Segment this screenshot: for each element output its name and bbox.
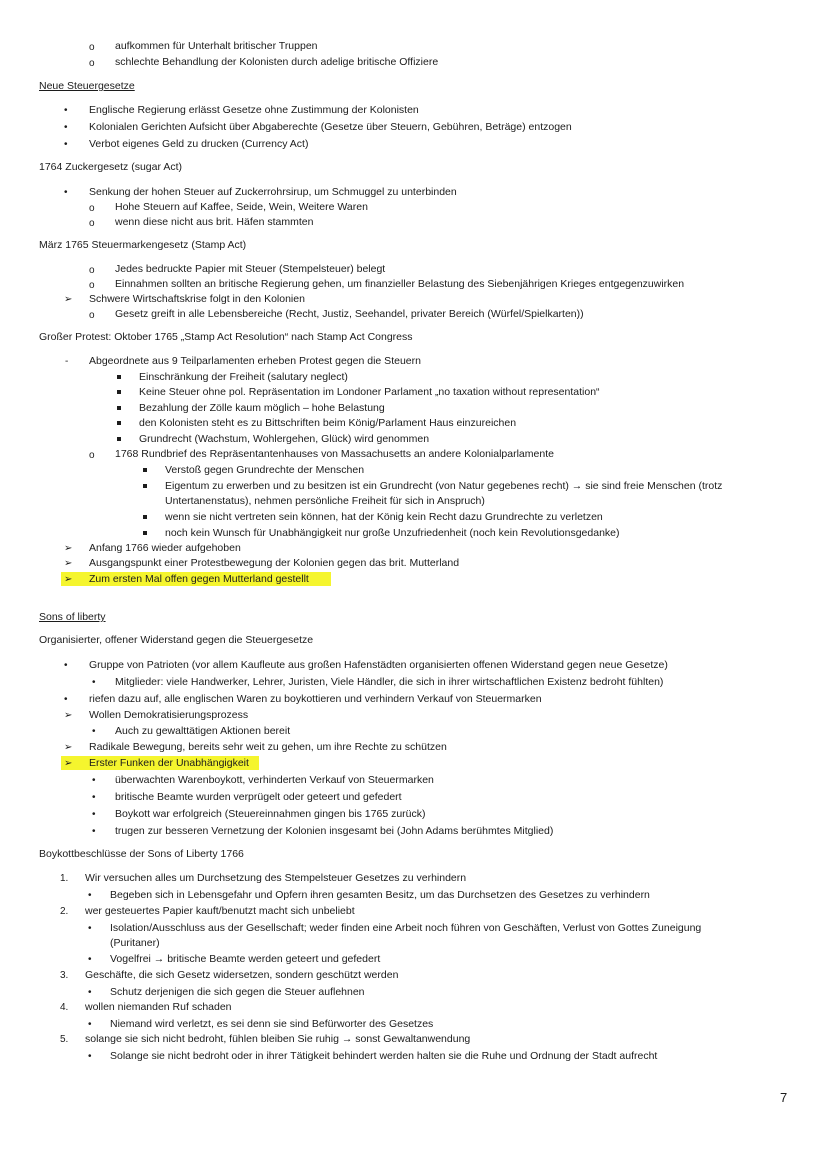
square-bullet xyxy=(117,406,121,410)
list-item: Boykott war erfolgreich (Steuereinnahmen gingen bis 1765 zurück) xyxy=(115,808,426,820)
arrow-marker: ➢ xyxy=(64,710,73,721)
list-item: riefen dazu auf, alle englischen Waren zu boykottieren und verhindern Verkauf von Steuermarken xyxy=(89,693,542,705)
list-item: Gesetz greift in alle Lebensbereiche (Recht, Justiz, Seehandel, privater Bereich (Würfel/Spielkarten)) xyxy=(115,308,584,320)
list-item: Solange sie nicht bedroht oder in ihrer Tätigkeit behindert werden halten sie die Ruhe und Ordnung der Stadt aufrecht xyxy=(110,1050,658,1062)
highlighted-item: Erster Funken der Unabhängigkeit xyxy=(89,757,249,769)
bullet-marker: o xyxy=(89,310,95,321)
list-item: Eigentum zu erwerben und zu besitzen ist ein Grundrecht (von Natur gegebenes recht) → sie sind freie Menschen (trotz xyxy=(165,480,723,492)
bullet-marker: o xyxy=(89,265,95,276)
list-item: Kolonialen Gerichten Aufsicht über Abgaberechte (Gesetze über Steuern, Gebühren, Beträge) entzogen xyxy=(89,121,572,133)
bullet-marker: • xyxy=(88,923,92,934)
list-item: Senkung der hohen Steuer auf Zuckerrohrsirup, um Schmuggel zu unterbinden xyxy=(89,186,457,198)
number-marker: 2. xyxy=(60,906,69,917)
square-bullet xyxy=(143,531,147,535)
list-item: Verstoß gegen Grundrechte der Menschen xyxy=(165,464,365,476)
arrow-marker: ➢ xyxy=(64,294,73,305)
bullet-marker: • xyxy=(92,677,96,688)
bullet-marker: • xyxy=(92,809,96,820)
square-bullet xyxy=(143,515,147,519)
list-item: Jedes bedruckte Papier mit Steuer (Stempelsteuer) belegt xyxy=(115,263,386,275)
section-heading: März 1765 Steuermarkengesetz (Stamp Act) xyxy=(39,239,247,251)
list-item: wollen niemanden Ruf schaden xyxy=(85,1001,232,1013)
list-item: britische Beamte wurden verprügelt oder geteert und gefedert xyxy=(115,791,402,803)
list-item: noch kein Wunsch für Unabhängigkeit nur große Unzufriedenheit (noch kein Revolutionsgedanke) xyxy=(165,527,620,539)
list-item: Hohe Steuern auf Kaffee, Seide, Wein, Weitere Waren xyxy=(115,201,368,213)
list-item: Abgeordnete aus 9 Teilparlamenten erheben Protest gegen die Steuern xyxy=(89,355,421,367)
square-bullet xyxy=(117,390,121,394)
bullet-marker: • xyxy=(92,826,96,837)
section-heading: 1764 Zuckergesetz (sugar Act) xyxy=(39,161,182,173)
bullet-marker: o xyxy=(89,42,95,53)
list-item: Mitglieder: viele Handwerker, Lehrer, Juristen, Viele Händler, die sich in ihrer wirtschaftlichen Existenz bedroht fühlten) xyxy=(115,676,664,688)
square-bullet xyxy=(117,375,121,379)
arrow-marker: ➢ xyxy=(64,742,73,753)
page-number: 7 xyxy=(780,1090,788,1105)
number-marker: 5. xyxy=(60,1034,69,1045)
list-item: Einnahmen sollten an britische Regierung gehen, um finanzieller Belastung des Siebenjährigen Krieges entgegenzuwirken xyxy=(115,278,685,290)
list-item: wenn sie nicht vertreten sein können, hat der König kein Recht dazu Grundrechte zu verletzen xyxy=(165,511,603,523)
bullet-marker: • xyxy=(88,1019,92,1030)
square-bullet xyxy=(117,437,121,441)
bullet-marker: • xyxy=(88,954,92,965)
arrow-marker: ➢ xyxy=(64,543,73,554)
list-item: Verbot eigenes Geld zu drucken (Currency Act) xyxy=(89,138,309,150)
list-item: aufkommen für Unterhalt britischer Truppen xyxy=(115,40,318,52)
arrow-marker: ➢ xyxy=(64,574,73,585)
bullet-marker: • xyxy=(88,1051,92,1062)
list-item: wer gesteuertes Papier kauft/benutzt macht sich unbeliebt xyxy=(85,905,355,917)
bullet-marker: • xyxy=(92,775,96,786)
bullet-marker: o xyxy=(89,58,95,69)
bullet-marker: • xyxy=(88,987,92,998)
list-item: solange sie sich nicht bedroht, fühlen bleiben Sie ruhig → sonst Gewaltanwendung xyxy=(85,1033,471,1045)
list-item: Schutz derjenigen die sich gegen die Steuer auflehnen xyxy=(110,986,365,998)
list-item-continuation: (Puritaner) xyxy=(110,937,160,949)
number-marker: 1. xyxy=(60,873,69,884)
dash-marker: - xyxy=(65,356,69,367)
list-item: Gruppe von Patrioten (vor allem Kaufleute aus großen Hafenstädten organisierten offenen Widerstand gegen neue Gesetze) xyxy=(89,659,668,671)
bullet-marker: • xyxy=(64,660,68,671)
list-item: 1768 Rundbrief des Repräsentantenhauses von Massachusetts an andere Kolonialparlamente xyxy=(115,448,554,460)
list-item: Geschäfte, die sich Gesetz widersetzen, sondern geschützt werden xyxy=(85,969,399,981)
list-item: trugen zur besseren Vernetzung der Kolonien insgesamt bei (John Adams berühmtes Mitglied) xyxy=(115,825,554,837)
list-item: Niemand wird verletzt, es sei denn sie sind Befürworter des Gesetzes xyxy=(110,1018,434,1030)
bullet-marker: • xyxy=(92,792,96,803)
list-item: Vogelfrei → britische Beamte werden geteert und gefedert xyxy=(110,953,381,965)
bullet-marker: • xyxy=(64,139,68,150)
section-subheading: Organisierter, offener Widerstand gegen die Steuergesetze xyxy=(39,634,314,646)
list-item: überwachten Warenboykott, verhinderten Verkauf von Steuermarken xyxy=(115,774,434,786)
list-item: Schwere Wirtschaftskrise folgt in den Kolonien xyxy=(89,293,305,305)
list-item: Bezahlung der Zölle kaum möglich – hohe Belastung xyxy=(139,402,385,414)
list-item: Begeben sich in Lebensgefahr und Opfern ihren gesamten Besitz, um das Durchsetzen des Gesetzes zu verhindern xyxy=(110,889,650,901)
list-item: den Kolonisten steht es zu Bittschriften beim König/Parlament Haus einzureichen xyxy=(139,417,517,429)
bullet-marker: • xyxy=(64,122,68,133)
list-item: wenn diese nicht aus brit. Häfen stammten xyxy=(115,216,314,228)
list-item: Wollen Demokratisierungsprozess xyxy=(89,709,249,721)
number-marker: 4. xyxy=(60,1002,69,1013)
section-heading: Sons of liberty xyxy=(39,611,106,623)
bullet-marker: o xyxy=(89,280,95,291)
list-item: schlechte Behandlung der Kolonisten durch adelige britische Offiziere xyxy=(115,56,439,68)
square-bullet xyxy=(117,421,121,425)
list-item: Englische Regierung erlässt Gesetze ohne Zustimmung der Kolonisten xyxy=(89,104,419,116)
bullet-marker: • xyxy=(64,105,68,116)
bullet-marker: • xyxy=(64,187,68,198)
arrow-marker: ➢ xyxy=(64,758,73,769)
bullet-marker: • xyxy=(88,890,92,901)
list-item-continuation: Untertanenstatus), nehmen persönliche Freiheit für sich in Anspruch) xyxy=(165,495,485,507)
bullet-marker: o xyxy=(89,203,95,214)
list-item: Auch zu gewalttätigen Aktionen bereit xyxy=(115,725,291,737)
list-item: Wir versuchen alles um Durchsetzung des Stempelsteuer Gesetzes zu verhindern xyxy=(85,872,467,884)
bullet-marker: o xyxy=(89,218,95,229)
list-item: Grundrecht (Wachstum, Wohlergehen, Glück) wird genommen xyxy=(139,433,430,445)
bullet-marker: • xyxy=(64,694,68,705)
list-item: Anfang 1766 wieder aufgehoben xyxy=(89,542,241,554)
list-item: Keine Steuer ohne pol. Repräsentation im Londoner Parlament „no taxation without representation“ xyxy=(139,386,600,398)
number-marker: 3. xyxy=(60,970,69,981)
square-bullet xyxy=(143,484,147,488)
section-heading: Boykottbeschlüsse der Sons of Liberty 1766 xyxy=(39,848,244,860)
list-item: Isolation/Ausschluss aus der Gesellschaft; weder finden eine Arbeit noch führen von Geschäften, Verlust von Gottes Zuneigung xyxy=(110,922,702,934)
list-item: Radikale Bewegung, bereits sehr weit zu gehen, um ihre Rechte zu schützen xyxy=(89,741,447,753)
arrow-marker: ➢ xyxy=(64,558,73,569)
bullet-marker: • xyxy=(92,726,96,737)
list-item: Ausgangspunkt einer Protestbewegung der Kolonien gegen das brit. Mutterland xyxy=(89,557,460,569)
section-heading: Großer Protest: Oktober 1765 „Stamp Act Resolution“ nach Stamp Act Congress xyxy=(39,331,413,343)
square-bullet xyxy=(143,468,147,472)
highlighted-item: Zum ersten Mal offen gegen Mutterland gestellt xyxy=(89,573,309,585)
bullet-marker: o xyxy=(89,450,95,461)
section-heading: Neue Steuergesetze xyxy=(39,80,135,92)
list-item: Einschränkung der Freiheit (salutary neglect) xyxy=(139,371,348,383)
